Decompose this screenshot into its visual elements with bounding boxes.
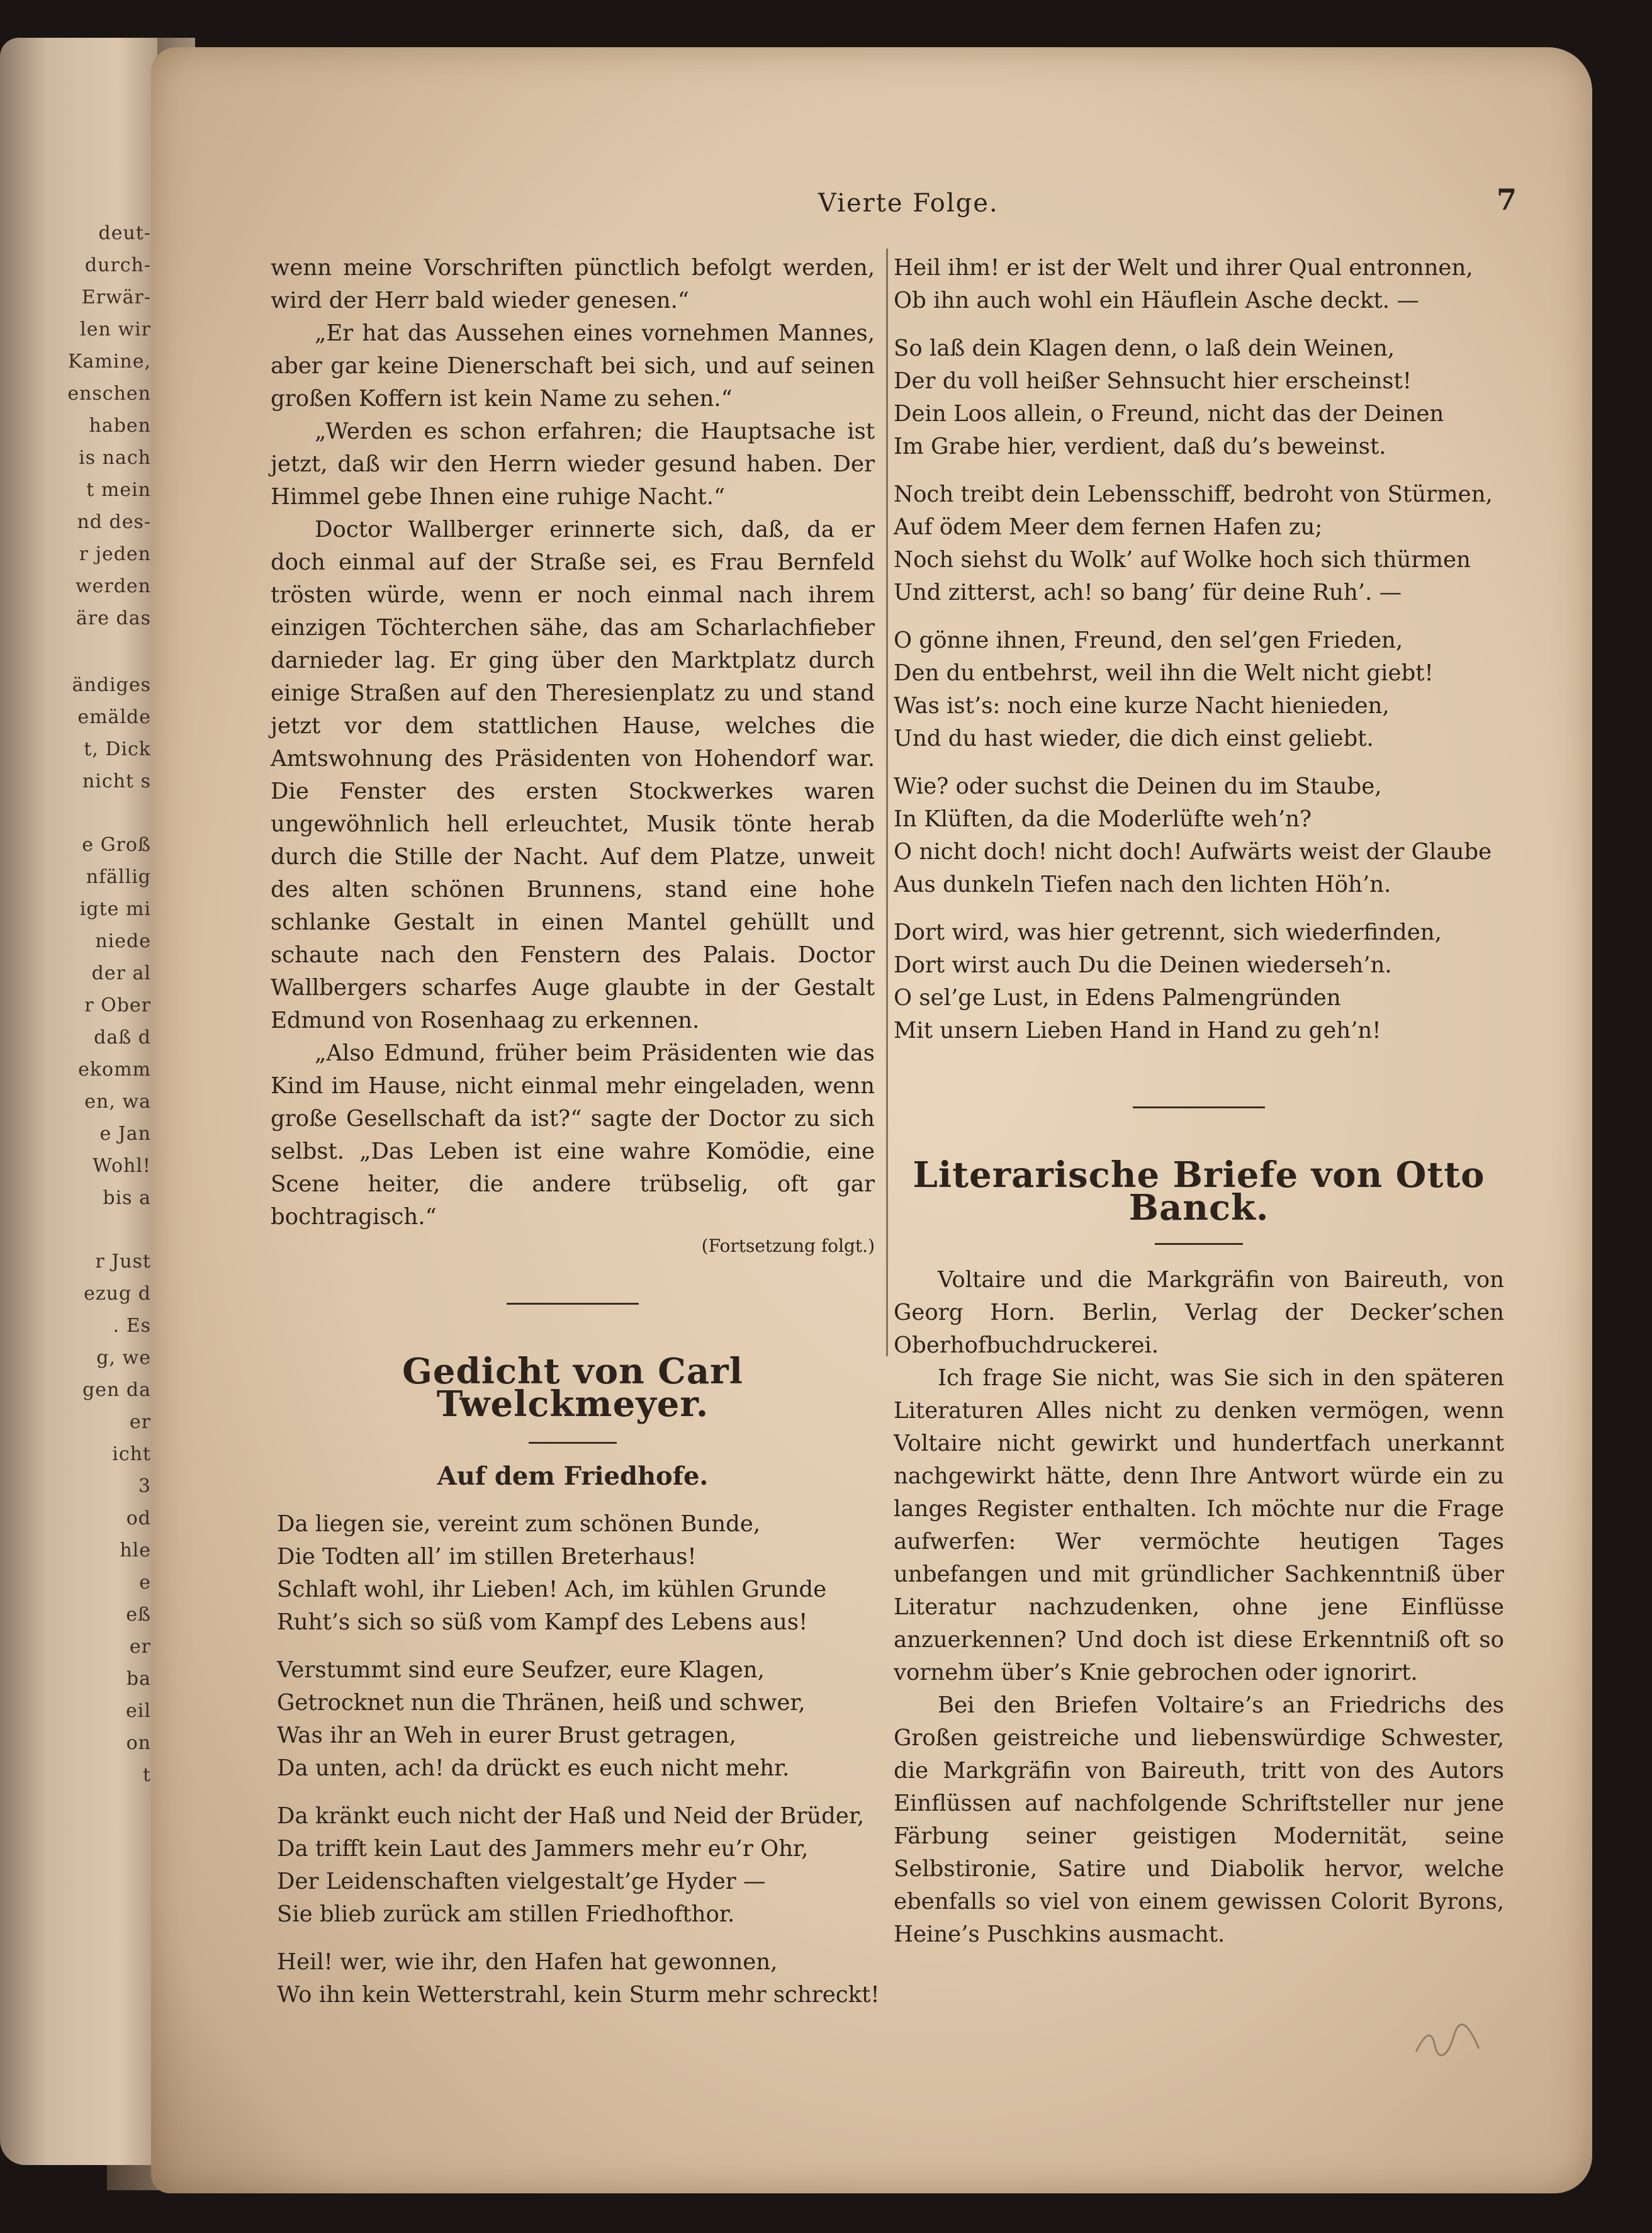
left-page-fragment: en, wa	[84, 1091, 151, 1113]
poem-line: Und du hast wieder, die dich einst geliebt.	[894, 726, 1374, 751]
page-header	[818, 183, 1517, 227]
left-page-fragment: enschen	[67, 383, 151, 405]
poem-stanza	[894, 916, 1504, 1047]
poem	[271, 1508, 880, 2011]
poem-line: Der du voll heißer Sehnsucht hier erscheinst!	[894, 368, 1412, 394]
left-page-fragment: eil	[126, 1700, 151, 1722]
poem-line: Ob ihn auch wohl ein Häuflein Asche deckt. —	[894, 288, 1419, 313]
article-paragraph: Bei den Briefen Voltaire’s an Friedrichs des Großen geistreiche und liebenswürdige Schwester, die Markgräfin von Baireuth, tritt von des Autors Einflüssen auf nachfolgende Schriftsteller nur jene Färbung seiner geistigen Modernität, seine Selbstironie, Satire und Diabolik hervor, welche ebenfalls so viel von einem gewissen Colorit Byrons, Heine’s Puschkins ausmacht.	[894, 1692, 1504, 1947]
article-paragraph: Ich frage Sie nicht, was Sie sich in den späteren Literaturen Alles nicht zu denken vermögen, wenn Voltaire nicht gewirkt und hundertfach unerkannt nachgewirkt hätte, denn Ihre Antwort würde ein zu langes Register enthalten. Ich möchte nur die Frage aufwerfen: Wer vermöchte heutigen Tages unbefangen und mit gründlicher Sachkenntniß über Literatur nachzudenken, ohne jene Einflüsse anzuerkennen? Und doch ist diese Erkenntniß oft so vornehm über’s Knie gebrochen oder ignorirt.	[894, 1365, 1504, 1685]
poem-line: Was ihr an Weh in eurer Brust getragen,	[277, 1723, 736, 1748]
left-page-fragment: icht	[112, 1443, 151, 1465]
left-page-edge	[0, 38, 157, 2165]
left-page-fragment: bis a	[103, 1187, 151, 1209]
left-page-fragment: ba	[126, 1668, 151, 1690]
poem-line: Noch siehst du Wolk’ auf Wolke hoch sich thürmen	[894, 547, 1471, 573]
column-divider	[886, 249, 888, 1356]
right-column	[894, 252, 1504, 1951]
left-page-fragment: nd des-	[77, 511, 151, 533]
poem-line: Noch treibt dein Lebensschiff, bedroht von Stürmen,	[894, 481, 1493, 507]
left-page-fragment: Kamine,	[68, 351, 151, 373]
left-page-fragment: haben	[89, 415, 151, 437]
left-page-fragment: nfällig	[86, 866, 151, 888]
left-page-fragment: der al	[91, 962, 151, 984]
left-page-fragment: r jeden	[79, 543, 151, 565]
left-page-fragment: durch-	[84, 254, 151, 276]
left-page-fragment: 3	[138, 1475, 151, 1497]
left-page-fragment: äre das	[76, 607, 151, 629]
left-page-fragment: ezug d	[84, 1283, 151, 1305]
left-page-fragment: Wohl!	[93, 1155, 151, 1177]
article-paragraph: Voltaire und die Markgräfin von Baireuth, von Georg Horn. Berlin, Verlag der Decker’schen Oberhofbuchdruckerei.	[894, 1267, 1504, 1358]
left-page-fragment: e Groß	[82, 834, 151, 856]
poem-stanza	[894, 624, 1504, 755]
left-page-fragment: eß	[126, 1604, 151, 1626]
poem-line: Heil ihm! er ist der Welt und ihrer Qual entronnen,	[894, 255, 1473, 281]
poem-line: Da unten, ach! da drückt es euch nicht mehr.	[277, 1755, 790, 1781]
poem-line: O sel’ge Lust, in Edens Palmengründen	[894, 985, 1341, 1011]
poem-line: Mit unsern Lieben Hand in Hand zu geh’n!	[894, 1018, 1381, 1043]
poem-line: Wie? oder suchst die Deinen du im Staube,	[894, 773, 1382, 799]
left-page-fragment: t	[142, 1764, 151, 1786]
poem-line: Im Grabe hier, verdient, daß du’s beweinst.	[894, 434, 1386, 459]
poem-line: Sie blieb zurück am stillen Friedhofthor.	[277, 1901, 735, 1927]
left-page-fragment: niede	[95, 930, 151, 952]
left-page-fragment: on	[126, 1732, 151, 1754]
poem-line: Da liegen sie, vereint zum schönen Bunde,	[277, 1511, 761, 1537]
poem-line: Getrocknet nun die Thränen, heiß und schwer,	[277, 1690, 806, 1716]
poem-stanza	[277, 1800, 875, 1931]
poem-line: O gönne ihnen, Freund, den sel’gen Frieden,	[894, 627, 1403, 653]
poem-subtitle: Auf dem Friedhofe.	[437, 1461, 709, 1491]
left-page-fragment: is nach	[79, 447, 151, 469]
poem-title: Gedicht von Carl Twelckmeyer.	[402, 1351, 743, 1425]
article-title: Literarische Briefe von Otto Banck.	[913, 1154, 1485, 1229]
poem-line: Auf ödem Meer dem fernen Hafen zu;	[894, 514, 1323, 540]
poem-line: Heil! wer, wie ihr, den Hafen hat gewonnen,	[277, 1949, 778, 1975]
poem-stanza	[277, 1946, 880, 2011]
page-number: 7	[1496, 183, 1517, 217]
left-column	[271, 252, 880, 2027]
poem-line: Da kränkt euch nicht der Haß und Neid der Brüder,	[277, 1803, 865, 1829]
poem-line: Verstummt sind eure Seufzer, eure Klagen,	[277, 1657, 765, 1683]
left-page-fragment: len wir	[80, 318, 151, 340]
left-page-fragment: t, Dick	[84, 738, 151, 760]
left-page-fragment: igte mi	[79, 898, 151, 920]
left-page-fragment: e Jan	[99, 1123, 151, 1145]
running-title: Vierte Folge.	[818, 189, 999, 218]
left-page-fragment: daß d	[94, 1027, 151, 1049]
left-page-fragment: r Ober	[84, 994, 151, 1016]
left-page-fragment: hle	[120, 1539, 151, 1561]
left-page-fragment: r Just	[95, 1251, 151, 1273]
poem-continued	[894, 252, 1504, 1047]
left-page-fragment: er	[129, 1411, 151, 1433]
poem-line: Wo ihn kein Wetterstrahl, kein Sturm mehr schreckt!	[277, 1982, 880, 2008]
poem-stanza	[894, 332, 1504, 463]
poem-line: In Klüften, da die Moderlüfte weh’n?	[894, 806, 1312, 832]
poem-line: So laß dein Klagen denn, o laß dein Weinen,	[894, 335, 1395, 361]
left-page-fragment: g, we	[96, 1347, 151, 1369]
left-page-fragment: deut-	[98, 222, 151, 244]
left-page-fragment: t mein	[86, 479, 151, 501]
poem-line: Die Todten all’ im stillen Breterhaus!	[277, 1544, 697, 1570]
poem-line: Ruht’s sich so süß vom Kampf des Lebens aus!	[277, 1609, 808, 1635]
poem-line: Und zitterst, ach! so bang’ für deine Ruh’. —	[894, 580, 1402, 605]
left-page-fragment: gen da	[82, 1379, 151, 1401]
left-page-fragment: ändiges	[72, 674, 151, 696]
poem-line: Der Leidenschaften vielgestalt’ge Hyder —	[277, 1869, 766, 1894]
poem-stanza	[277, 1508, 875, 1639]
story-paragraph: Doctor Wallberger erinnerte sich, daß, da er doch einmal auf der Straße sei, es Frau Bernfeld trösten würde, wenn er noch einmal nach ihrem einzigen Töchterchen sähe, das am Scharlachfieber darnieder lag. Er ging über den Marktplatz durch einige Straßen auf den Theresienplatz zu und stand jetzt vor dem stattlichen Hause, welches die Amtswohnung des Präsidenten von Hohendorf war. Die Fenster des ersten Stockwerkes waren ungewöhnlich hell erleuchtet, Musik tönte herab durch die Stille der Nacht. Auf dem Platze, unweit des alten schönen Brunnens, stand eine hohe schlanke Gestalt in einen Mantel gehüllt und schaute nach den Fenstern des Palais. Doctor Wallbergers scharfes Auge glaubte in der Gestalt Edmund von Rosenhaag zu erkennen.	[271, 517, 875, 1033]
poem-stanza	[894, 252, 1504, 317]
poem-line: Was ist’s: noch eine kurze Nacht hienieden,	[894, 693, 1390, 719]
story-paragraph: „Also Edmund, früher beim Präsidenten wie das Kind im Hause, nicht einmal mehr eingeladen, wenn große Gesellschaft da ist?“ sagte der Doctor zu sich selbst. „Das Leben ist eine wahre Komödie, eine Scene heiter, die andere trübselig, oft gar bochtragisch.“	[271, 1040, 875, 1230]
poem-line: Dort wirst auch Du die Deinen wiederseh’n.	[894, 952, 1392, 978]
poem-line: Dein Loos allein, o Freund, nicht das der Deinen	[894, 401, 1444, 427]
left-page-fragment: werden	[75, 575, 151, 597]
poem-stanza	[894, 770, 1504, 901]
left-page-fragment: e	[139, 1572, 151, 1594]
poem-line: Schlaft wohl, ihr Lieben! Ach, im kühlen Grunde	[277, 1577, 827, 1602]
left-page-fragment: nicht s	[82, 770, 151, 792]
handwritten-mark	[1410, 2020, 1485, 2064]
poem-stanza	[277, 1654, 875, 1785]
story-paragraph: „Werden es schon erfahren; die Hauptsache ist jetzt, daß wir den Herrn wieder gesund haben. Der Himmel gebe Ihnen eine ruhige Nacht.“	[271, 419, 875, 510]
left-page-fragment: od	[126, 1507, 151, 1529]
poem-stanza	[894, 478, 1504, 609]
left-page-fragment: . Es	[113, 1315, 151, 1337]
continuation-note: (Fortsetzung folgt.)	[701, 1235, 875, 1256]
poem-line: Da trifft kein Laut des Jammers mehr eu’r Ohr,	[277, 1836, 809, 1862]
story-paragraph: wenn meine Vorschriften pünctlich befolgt werden, wird der Herr bald wieder genesen.“	[271, 255, 875, 313]
poem-line: O nicht doch! nicht doch! Aufwärts weist der Glaube	[894, 839, 1492, 865]
left-page-fragment: er	[129, 1636, 151, 1658]
left-page-fragment: emälde	[77, 706, 151, 728]
poem-line: Aus dunkeln Tiefen nach den lichten Höh’n.	[894, 872, 1391, 897]
left-page-fragment: ekomm	[78, 1059, 151, 1081]
poem-line: Den du entbehrst, weil ihn die Welt nicht giebt!	[894, 660, 1434, 686]
poem-line: Dort wird, was hier getrennt, sich wiederfinden,	[894, 920, 1442, 945]
story-paragraph: „Er hat das Aussehen eines vornehmen Mannes, aber gar keine Dienerschaft bei sich, und auf seinen großen Koffern ist kein Name zu sehen.“	[271, 320, 875, 412]
left-page-fragment: Erwär-	[81, 286, 151, 308]
